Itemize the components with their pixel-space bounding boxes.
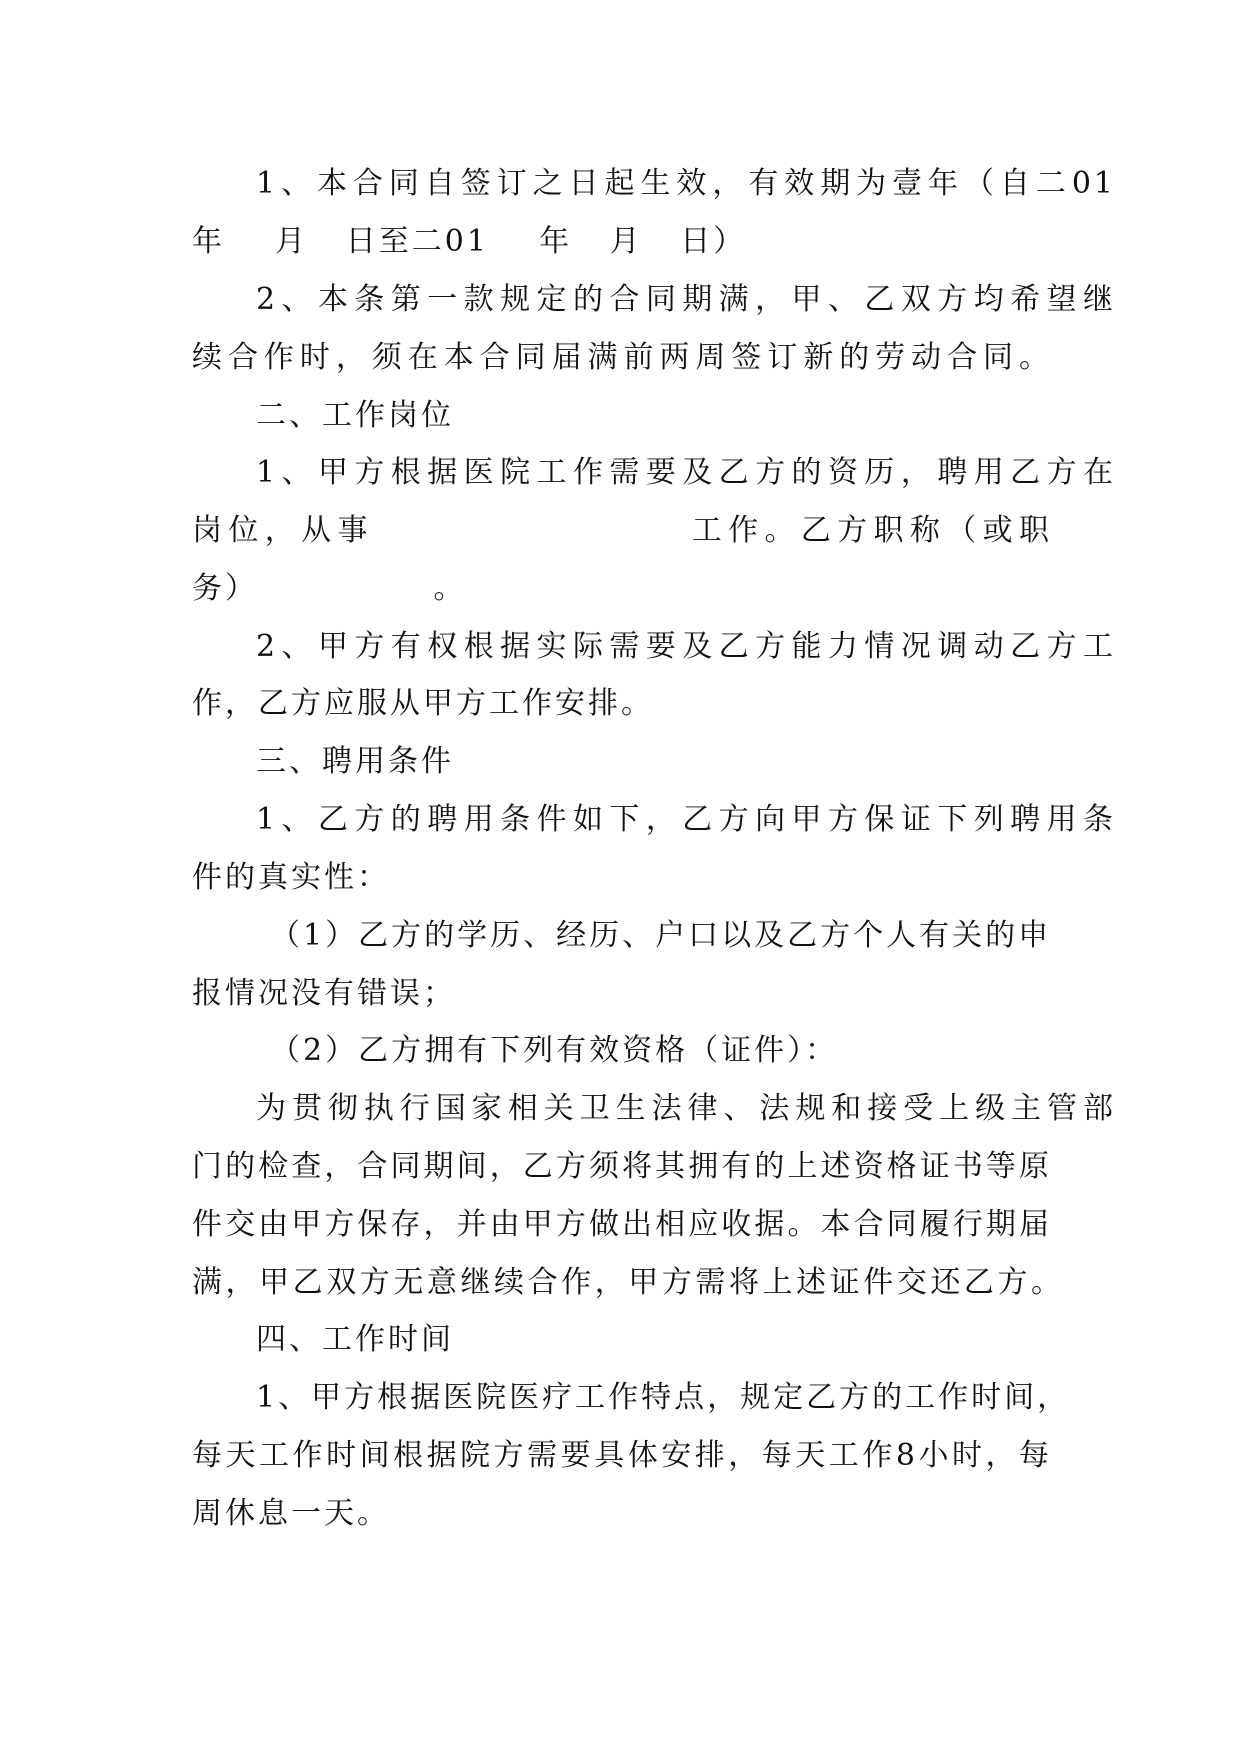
paragraph-line: 岗位，从事 工作。乙方职称（或职 [192, 513, 1052, 548]
paragraph-line: 满，甲乙双方无意继续合作，甲方需将上述证件交还乙方。 [192, 1265, 1064, 1300]
paragraph-line: 年 月 日至二01 年 月 日） [192, 224, 747, 259]
paragraph-line: 报情况没有错误； [192, 976, 456, 1011]
paragraph-line: （1）乙方的学历、经历、户口以及乙方个人有关的申 [270, 918, 1052, 953]
paragraph-line: 作，乙方应服从甲方工作安排。 [192, 686, 654, 721]
paragraph-line: 门的检查，合同期间，乙方须将其拥有的上述资格证书等原 [192, 1149, 1052, 1184]
paragraph-line: 2、本条第一款规定的合同期满，甲、乙双方均希望继 [256, 282, 1116, 317]
paragraph-line: 1、甲方根据医院医疗工作特点，规定乙方的工作时间， [256, 1380, 1071, 1415]
paragraph-line: 每天工作时间根据院方需要具体安排，每天工作8小时，每 [192, 1438, 1052, 1473]
paragraph-line: 2、甲方有权根据实际需要及乙方能力情况调动乙方工 [256, 629, 1116, 664]
paragraph-line: 1、甲方根据医院工作需要及乙方的资历，聘用乙方在 [256, 455, 1116, 490]
paragraph-line: 务） 。 [192, 571, 467, 606]
section-heading: 三、聘用条件 [256, 744, 454, 779]
paragraph-line: （2）乙方拥有下列有效资格（证件）： [270, 1033, 839, 1068]
paragraph-line: 件的真实性： [192, 860, 390, 895]
paragraph-line: 1、乙方的聘用条件如下，乙方向甲方保证下列聘用条 [256, 802, 1116, 837]
paragraph-line: 1、本合同自签订之日起生效，有效期为壹年（自二01 [256, 166, 1116, 201]
paragraph-line: 为贯彻执行国家相关卫生法律、法规和接受上级主管部 [256, 1091, 1116, 1126]
paragraph-line: 续合作时，须在本合同届满前两周签订新的劳动合同。 [192, 340, 1052, 375]
paragraph-line: 周休息一天。 [192, 1496, 390, 1531]
section-heading: 四、工作时间 [256, 1322, 454, 1357]
section-heading: 二、工作岗位 [256, 398, 454, 433]
paragraph-line: 件交由甲方保存，并由甲方做出相应收据。本合同履行期届 [192, 1207, 1052, 1242]
